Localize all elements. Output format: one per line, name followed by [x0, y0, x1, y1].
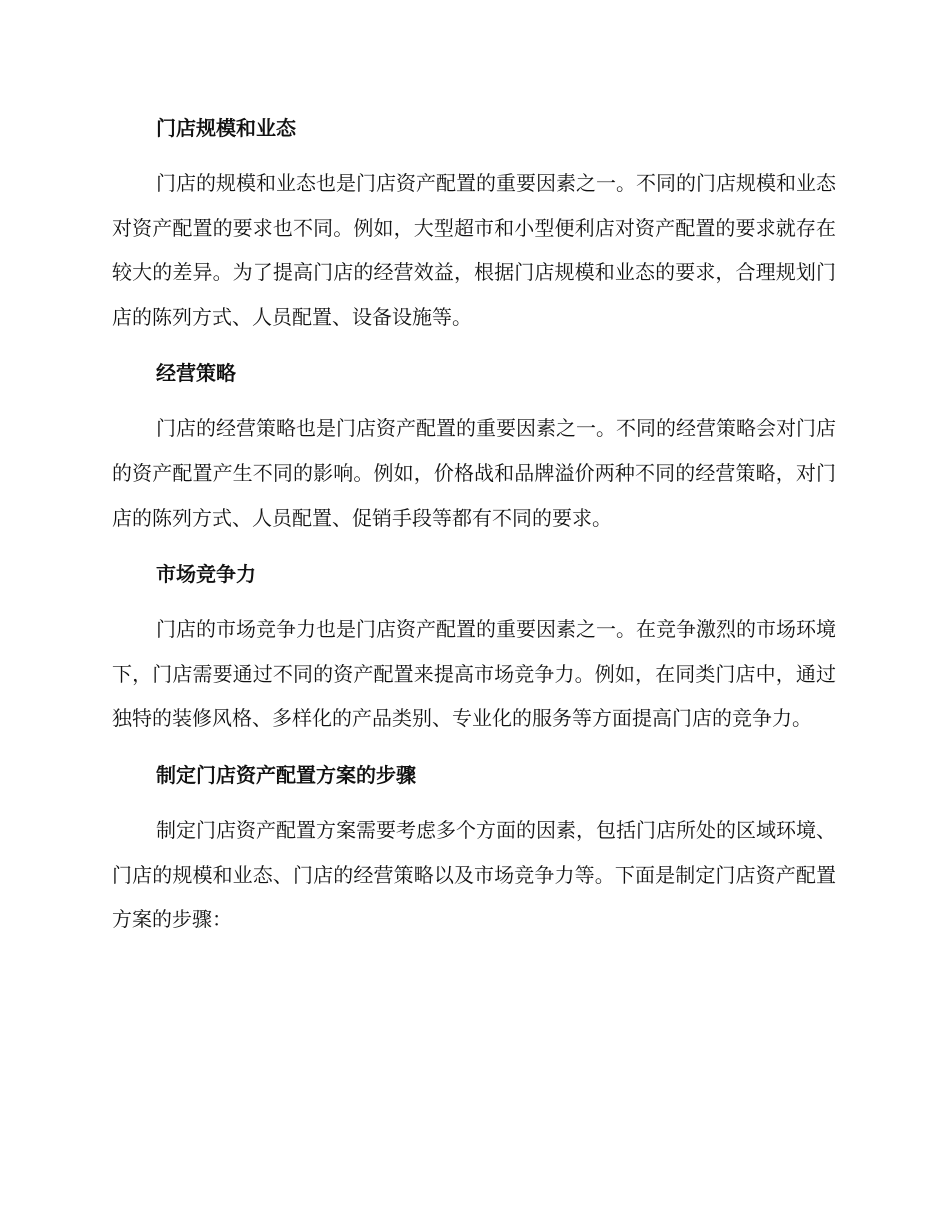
section-market-competitiveness	[112, 558, 836, 741]
section-plan-steps	[112, 759, 836, 942]
section-heading: 经营策略	[156, 361, 236, 386]
section-heading: 制定门店资产配置方案的步骤	[156, 762, 416, 787]
section-paragraph: 门店的经营策略也是门店资产配置的重要因素之一。不同的经营策略会对门店的资产配置产生不同的影响。例如，价格战和品牌溢价两种不同的经营策略，对门店的陈列方式、人员配置、促销手段等都有不同的要求。	[112, 416, 836, 530]
section-paragraph: 门店的规模和业态也是门店资产配置的重要因素之一。不同的门店规模和业态对资产配置的要求也不同。例如，大型超市和小型便利店对资产配置的要求就存在较大的差异。为了提高门店的经营效益，根据门店规模和业态的要求，合理规划门店的陈列方式、人员配置、设备设施等。	[112, 171, 836, 329]
section-heading: 门店规模和业态	[156, 116, 296, 140]
section-store-scale	[112, 112, 836, 339]
section-business-strategy	[112, 357, 836, 540]
section-paragraph: 制定门店资产配置方案需要考虑多个方面的因素，包括门店所处的区域环境、门店的规模和业态、门店的经营策略以及市场竞争力等。下面是制定门店资产配置方案的步骤：	[112, 817, 836, 932]
section-paragraph: 门店的市场竞争力也是门店资产配置的重要因素之一。在竞争激烈的市场环境下，门店需要通过不同的资产配置来提高市场竞争力。例如，在同类门店中，通过独特的装修风格、多样化的产品类别、专业化的服务等方面提高门店的竞争力。	[112, 617, 836, 731]
section-heading: 市场竞争力	[156, 562, 256, 587]
